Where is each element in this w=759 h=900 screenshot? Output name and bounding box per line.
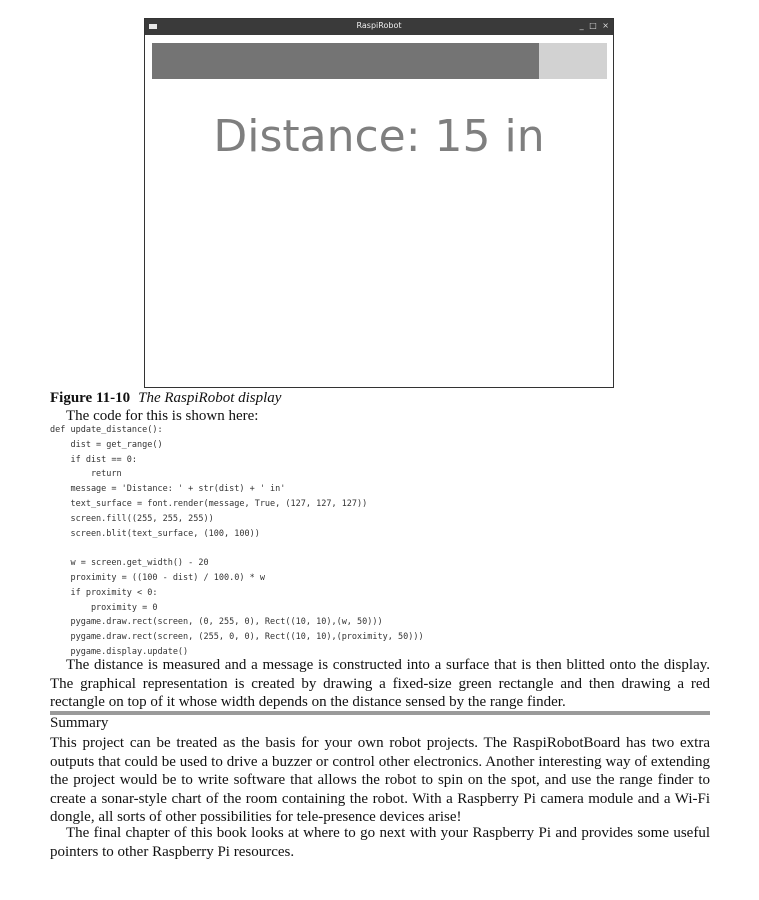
code-line: pygame.draw.rect(screen, (0, 255, 0), Rect((10, 10),(w, 50))) xyxy=(50,617,383,628)
window-title: RaspiRobot xyxy=(356,21,402,30)
code-line: proximity = 0 xyxy=(50,602,158,613)
code-line xyxy=(50,541,424,556)
code-listing xyxy=(50,423,424,660)
raspirobot-window xyxy=(144,18,614,388)
summary-paragraph-2: The final chapter of this book looks at where to go next with your Raspberry Pi and provides some useful pointers to other Raspberry Pi resources. xyxy=(50,825,710,860)
code-line: screen.blit(text_surface, (100, 100)) xyxy=(50,528,260,539)
window-titlebar xyxy=(145,19,613,35)
code-line: def update_distance(): xyxy=(50,425,163,435)
figure-number: Figure 11-10 xyxy=(50,390,131,406)
paragraph-after-code: The distance is measured and a message is constructed into a surface that is then blitted onto the display. The graphical representation is created by drawing a fixed-size green rectangle and then drawing a red rectangle on top of it whose width depends on the distance sensed by the range finder. xyxy=(50,657,710,710)
code-line: screen.fill((255, 255, 255)) xyxy=(50,513,214,524)
code-line: if proximity < 0: xyxy=(50,587,158,598)
section-divider xyxy=(50,711,710,715)
code-line: proximity = ((100 - dist) / 100.0) * w xyxy=(50,572,265,583)
code-line: pygame.draw.rect(screen, (255, 0, 0), Rect((10, 10),(proximity, 50))) xyxy=(50,632,424,643)
code-line: message = 'Distance: ' + str(dist) + ' in' xyxy=(50,484,286,495)
code-intro: The code for this is shown here: xyxy=(66,408,259,424)
code-line: dist = get_range() xyxy=(50,439,163,450)
figure-title: The RaspiRobot display xyxy=(138,390,282,406)
distance-readout: Distance: 15 in xyxy=(213,111,545,162)
proximity-bar-track xyxy=(152,43,607,79)
window-controls xyxy=(577,21,609,30)
code-line: text_surface = font.render(message, True, (127, 127, 127)) xyxy=(50,498,368,509)
close-icon[interactable]: × xyxy=(602,21,609,30)
code-line: return xyxy=(50,469,122,480)
minimize-icon[interactable]: _ xyxy=(579,21,584,30)
code-line: if dist == 0: xyxy=(50,454,137,465)
figure-caption xyxy=(50,390,281,407)
summary-paragraph-1: This project can be treated as the basis for your own robot projects. The RaspiRobotBoard has two extra outputs that could be used to drive a buzzer or control other electronics. Another interesting way of extending the project would be to write software that allows the robot to spin on the spot, and use the range finder to create a sonar-style chart of the room containing the robot. With a Raspberry Pi camera module and a Wi-Fi dongle, all sorts of other possibilities for tele-presence devices arise! xyxy=(50,735,710,825)
code-line: w = screen.get_width() - 20 xyxy=(50,558,209,569)
code-line: pygame.display.update() xyxy=(50,646,189,657)
section-heading: Summary xyxy=(50,715,109,731)
proximity-bar-fill xyxy=(152,43,539,79)
maximize-icon[interactable]: □ xyxy=(589,21,597,30)
